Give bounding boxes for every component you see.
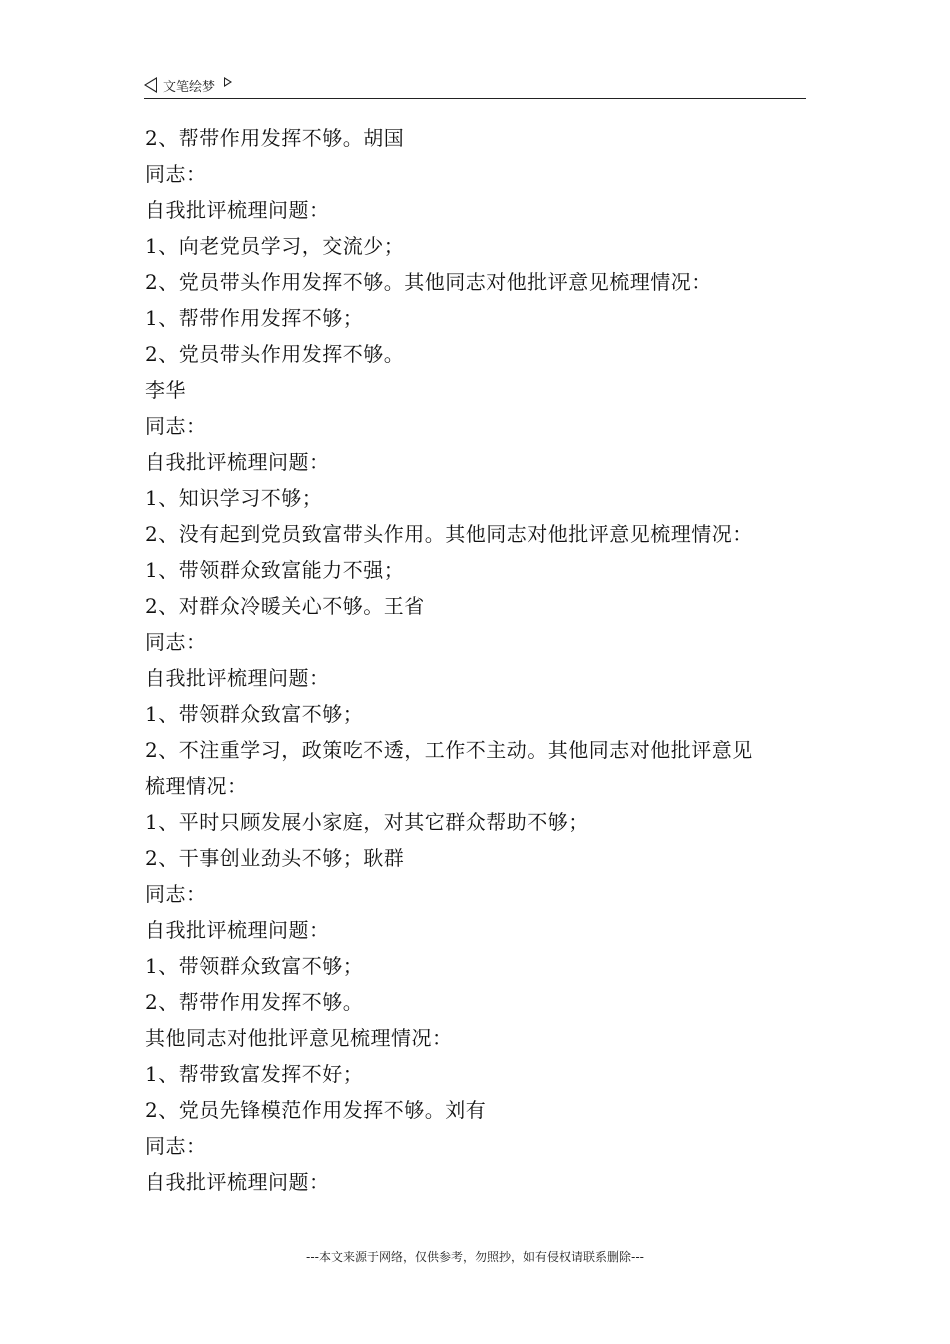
text-line: 李华 <box>145 378 186 402</box>
text-line: 自我批评梳理问题： <box>145 450 330 474</box>
triangle-left-icon <box>144 77 157 93</box>
text-line: 1、平时只顾发展小家庭，对其它群众帮助不够； <box>145 810 589 834</box>
brand-name: 文笔绘梦 <box>163 79 216 95</box>
text-line: 其他同志对他批评意见梳理情况： <box>145 1026 453 1050</box>
text-line: 2、不注重学习，政策吃不透，工作不主动。其他同志对他批评意见 <box>145 738 753 762</box>
text-line: 2、对群众冷暖关心不够。王省 <box>145 594 425 618</box>
text-line: 同志： <box>145 882 207 906</box>
triangle-right-icon <box>224 77 232 87</box>
text-line: 2、党员带头作用发挥不够。其他同志对他批评意见梳理情况： <box>145 270 712 294</box>
text-line: 2、干事创业劲头不够；耿群 <box>145 846 405 870</box>
text-line: 自我批评梳理问题： <box>145 666 330 690</box>
text-line: 2、党员先锋模范作用发挥不够。刘有 <box>145 1098 487 1122</box>
text-line: 2、没有起到党员致富带头作用。其他同志对他批评意见梳理情况： <box>145 522 753 546</box>
text-line: 1、带领群众致富不够； <box>145 954 364 978</box>
text-line: 1、帮带作用发挥不够； <box>145 306 364 330</box>
text-line: 1、带领群众致富不够； <box>145 702 364 726</box>
text-line: 梳理情况： <box>145 774 248 798</box>
text-line: 1、带领群众致富能力不强； <box>145 558 405 582</box>
header-brand <box>144 74 232 96</box>
document-body <box>145 120 810 1200</box>
text-line: 1、帮带致富发挥不好； <box>145 1062 364 1086</box>
text-line: 自我批评梳理问题： <box>145 1170 330 1194</box>
text-line: 同志： <box>145 630 207 654</box>
footer-disclaimer: ---本文来源于网络，仅供参考，勿照抄，如有侵权请联系删除--- <box>306 1250 644 1264</box>
text-line: 2、帮带作用发挥不够。胡国 <box>145 126 405 150</box>
page-header <box>144 74 806 99</box>
text-line: 同志： <box>145 162 207 186</box>
text-line: 1、向老党员学习，交流少； <box>145 234 405 258</box>
text-line: 1、知识学习不够； <box>145 486 323 510</box>
text-line: 同志： <box>145 1134 207 1158</box>
text-line: 自我批评梳理问题： <box>145 198 330 222</box>
text-line: 自我批评梳理问题： <box>145 918 330 942</box>
text-line: 同志： <box>145 414 207 438</box>
text-line: 2、党员带头作用发挥不够。 <box>145 342 405 366</box>
text-line: 2、帮带作用发挥不够。 <box>145 990 364 1014</box>
